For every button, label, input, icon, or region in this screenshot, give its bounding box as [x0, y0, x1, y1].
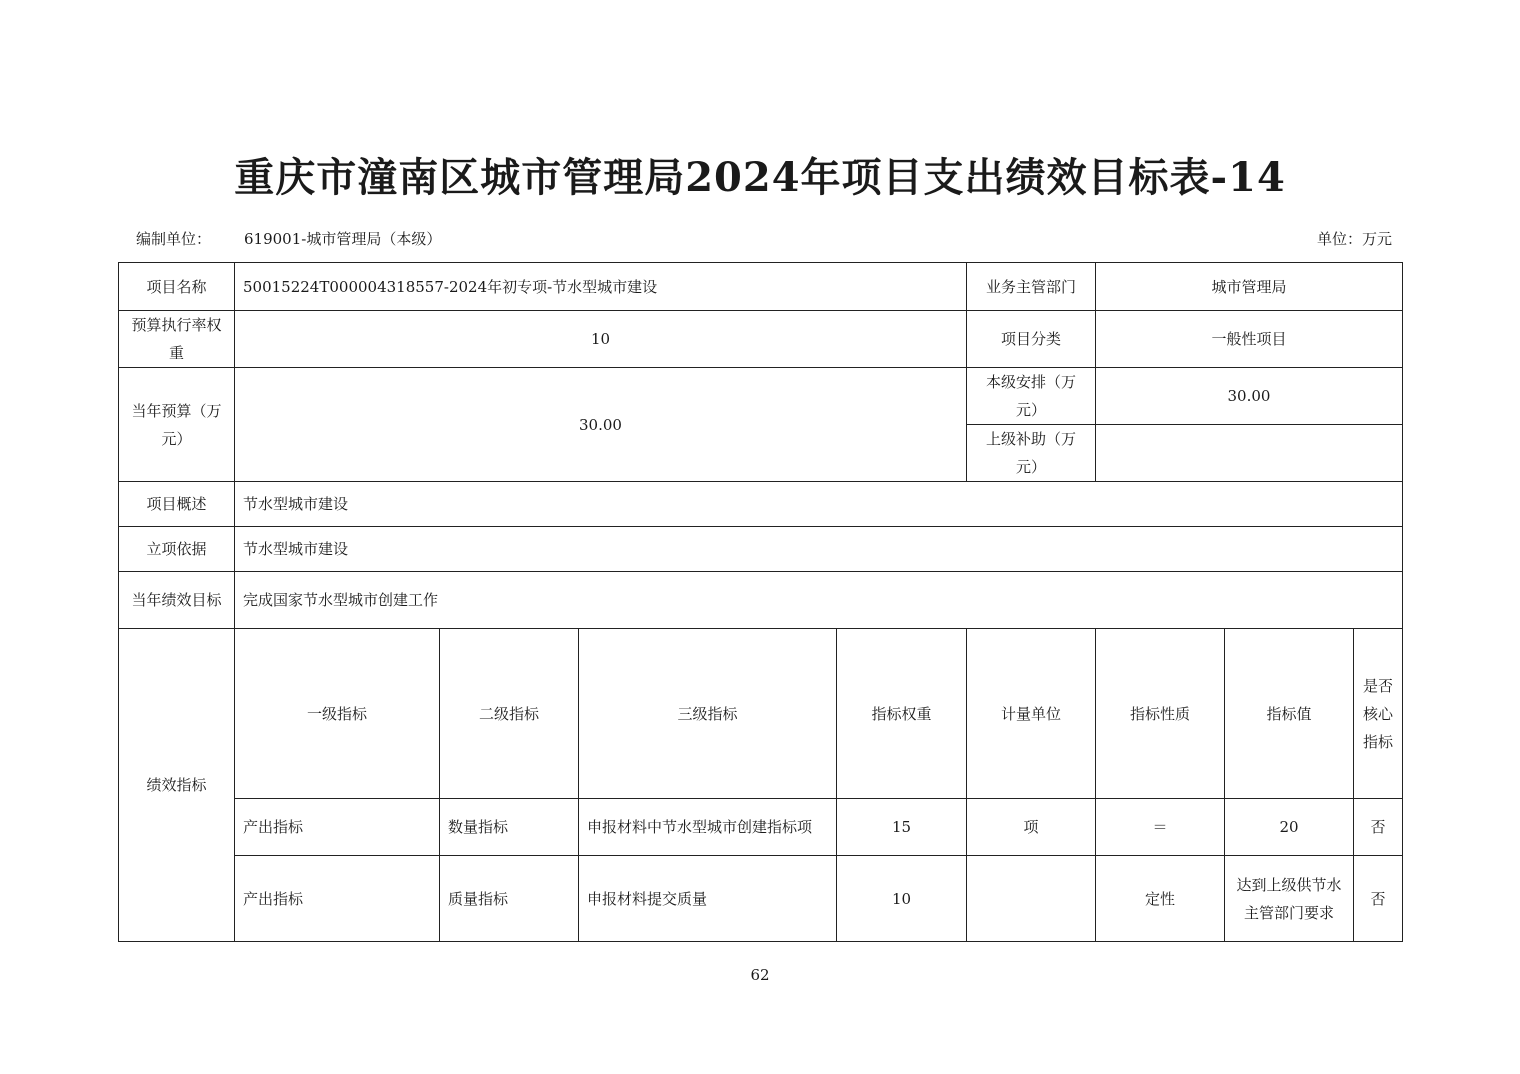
- subsidy-label: 上级补助（万元）: [967, 425, 1096, 482]
- local-budget-value: 30.00: [1096, 368, 1403, 425]
- header-unit: 计量单位: [967, 629, 1096, 799]
- goal-label: 当年绩效目标: [119, 572, 235, 629]
- goal-value: 完成国家节水型城市创建工作: [235, 572, 1403, 629]
- row1-level1: 产出指标: [235, 799, 440, 856]
- project-name-label: 项目名称: [119, 263, 235, 311]
- row1-value: 20: [1225, 799, 1354, 856]
- row1-nature: ＝: [1096, 799, 1225, 856]
- compile-unit-label: 编制单位：: [136, 230, 212, 248]
- local-budget-label: 本级安排（万元）: [967, 368, 1096, 425]
- header-level1: 一级指标: [235, 629, 440, 799]
- row1-core: 否: [1354, 799, 1403, 856]
- row2-level3: 申报材料提交质量: [579, 856, 837, 942]
- row2-weight: 10: [837, 856, 967, 942]
- annual-budget-label: 当年预算（万元）: [119, 368, 235, 482]
- row1-unit: 项: [967, 799, 1096, 856]
- compile-unit-value: 619001-城市管理局（本级）: [244, 230, 442, 248]
- dept-value: 城市管理局: [1096, 263, 1403, 311]
- basis-label: 立项依据: [119, 527, 235, 572]
- table-row: [119, 799, 1403, 856]
- row2-level2: 质量指标: [440, 856, 579, 942]
- performance-table: [118, 262, 1403, 942]
- header-level2: 二级指标: [440, 629, 579, 799]
- unit-label: 单位：万元: [1316, 230, 1392, 248]
- row2-unit: [967, 856, 1096, 942]
- page-title: 重庆市潼南区城市管理局2024年项目支出绩效目标表-14: [234, 154, 1286, 201]
- project-name-value: 50015224T000004318557-2024年初专项-节水型城市建设: [235, 263, 967, 311]
- overview-value: 节水型城市建设: [235, 482, 1403, 527]
- category-value: 一般性项目: [1096, 311, 1403, 368]
- basis-value: 节水型城市建设: [235, 527, 1403, 572]
- row2-level1: 产出指标: [235, 856, 440, 942]
- category-label: 项目分类: [967, 311, 1096, 368]
- budget-weight-value: 10: [235, 311, 967, 368]
- header-level3: 三级指标: [579, 629, 837, 799]
- header-nature: 指标性质: [1096, 629, 1225, 799]
- row2-core: 否: [1354, 856, 1403, 942]
- indicators-label: 绩效指标: [119, 629, 235, 942]
- budget-weight-label: 预算执行率权重: [119, 311, 235, 368]
- table-row: [119, 856, 1403, 942]
- subsidy-value: [1096, 425, 1403, 482]
- annual-budget-value: 30.00: [235, 368, 967, 482]
- dept-label: 业务主管部门: [967, 263, 1096, 311]
- page-number: 62: [750, 966, 770, 984]
- overview-label: 项目概述: [119, 482, 235, 527]
- compile-unit: [136, 228, 442, 249]
- header-weight: 指标权重: [837, 629, 967, 799]
- header-core: 是否核心指标: [1354, 629, 1403, 799]
- row1-level3: 申报材料中节水型城市创建指标项: [579, 799, 837, 856]
- header-value: 指标值: [1225, 629, 1354, 799]
- row2-nature: 定性: [1096, 856, 1225, 942]
- row2-value: 达到上级供节水主管部门要求: [1225, 856, 1354, 942]
- row1-weight: 15: [837, 799, 967, 856]
- row1-level2: 数量指标: [440, 799, 579, 856]
